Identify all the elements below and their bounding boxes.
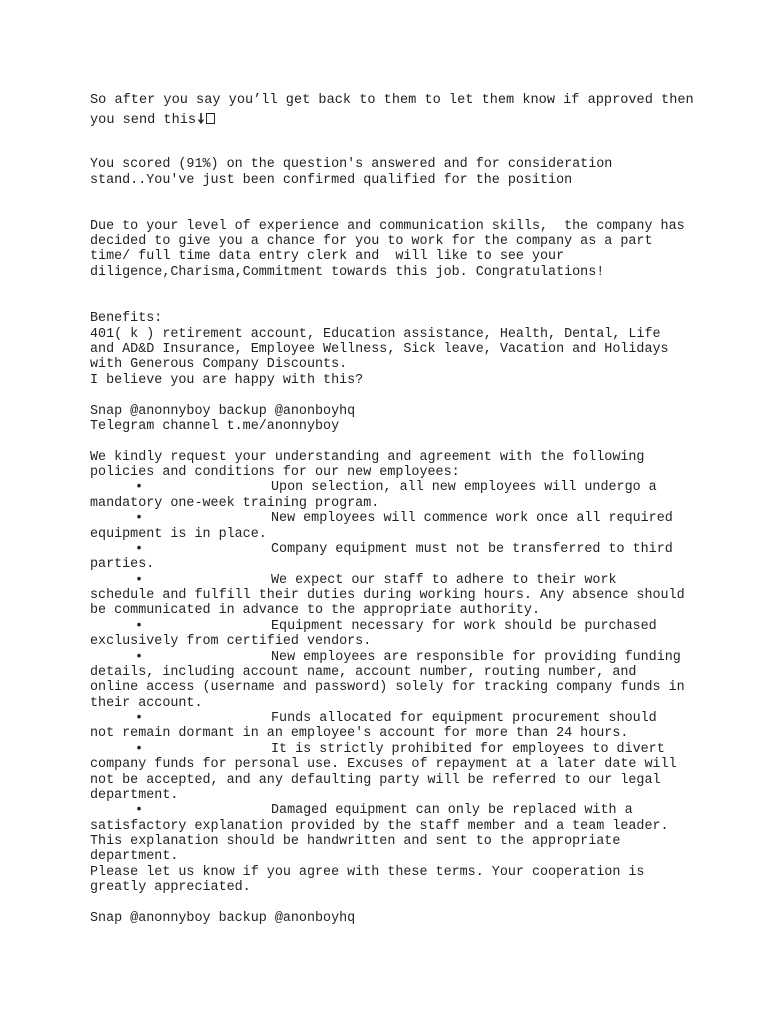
bullet-dot: • — [135, 711, 144, 726]
bullet-dot: • — [135, 742, 144, 757]
bullet-dot: • — [135, 480, 144, 495]
benefits-heading: Benefits: — [90, 311, 163, 326]
down-arrow-icon — [197, 113, 205, 124]
bullet-4-line-3: be communicated in advance to the appropriate authority. — [90, 603, 540, 618]
benefits-line-2: and AD&D Insurance, Employee Wellness, Sick leave, Vacation and Holidays — [90, 342, 669, 357]
decision-line-2: decided to give you a chance for you to work for the company as a part — [90, 234, 653, 249]
bullet-dot: • — [135, 650, 144, 665]
bullet-dot: • — [135, 573, 144, 588]
decision-line-3: time/ full time data entry clerk and will like to see your — [90, 249, 565, 264]
policy-intro-line-1: We kindly request your understanding and agreement with the following — [90, 450, 645, 465]
bullet-1-line-2: mandatory one-week training program. — [90, 496, 380, 511]
bullet-7-line-1: Funds allocated for equipment procurement should — [271, 711, 657, 726]
bullet-dot: • — [135, 803, 144, 818]
bullet-9-line-2: satisfactory explanation provided by the staff member and a team leader. — [90, 819, 669, 834]
bullet-9-line-3: This explanation should be handwritten and sent to the appropriate — [90, 834, 621, 849]
bullet-6-line-4: their account. — [90, 696, 203, 711]
bullet-9-line-1: Damaged equipment can only be replaced with a — [271, 803, 633, 818]
intro-line-1: So after you say you’ll get back to them to let them know if approved then — [90, 93, 694, 108]
bullet-6-line-1: New employees are responsible for providing funding — [271, 650, 681, 665]
score-line-2: stand..You've just been confirmed qualified for the position — [90, 173, 573, 188]
closing-line-1: Please let us know if you agree with these terms. Your cooperation is — [90, 865, 645, 880]
benefits-line-3: with Generous Company Discounts. — [90, 357, 348, 372]
contact-telegram-line: Telegram channel t.me/anonnyboy — [90, 419, 340, 434]
closing-line-2: greatly appreciated. — [90, 880, 251, 895]
decision-line-4: diligence,Charisma,Commitment towards this job. Congratulations! — [90, 265, 605, 280]
policy-intro-line-2: policies and conditions for our new employees: — [90, 465, 460, 480]
bullet-2-line-1: New employees will commence work once all required — [271, 511, 673, 526]
bullet-5-line-1: Equipment necessary for work should be purchased — [271, 619, 657, 634]
bullet-4-line-1: We expect our staff to adhere to their work — [271, 573, 617, 588]
bullet-4-line-2: schedule and fulfill their duties during working hours. Any absence should — [90, 588, 685, 603]
bullet-3-line-2: parties. — [90, 557, 155, 572]
bullet-5-line-2: exclusively from certified vendors. — [90, 634, 372, 649]
bullet-1-line-1: Upon selection, all new employees will undergo a — [271, 480, 657, 495]
bullet-6-line-2: details, including account name, account number, routing number, and — [90, 665, 637, 680]
bullet-6-line-3: online access (username and password) solely for tracking company funds in — [90, 680, 685, 695]
bullet-dot: • — [135, 511, 144, 526]
decision-line-1: Due to your level of experience and communication skills, the company has — [90, 219, 685, 234]
bullet-dot: • — [135, 542, 144, 557]
bullet-8-line-2: company funds for personal use. Excuses of repayment at a later date will — [90, 757, 677, 772]
missing-glyph-box-icon — [206, 113, 215, 124]
bullet-8-line-1: It is strictly prohibited for employees to divert — [271, 742, 665, 757]
intro-line-2 — [90, 113, 215, 128]
bullet-2-line-2: equipment is in place. — [90, 527, 267, 542]
benefits-question: I believe you are happy with this? — [90, 373, 364, 388]
bullet-3-line-1: Company equipment must not be transferred to third — [271, 542, 673, 557]
benefits-line-1: 401( k ) retirement account, Education assistance, Health, Dental, Life — [90, 327, 661, 342]
bullet-7-line-2: not remain dormant in an employee's account for more than 24 hours. — [90, 726, 629, 741]
bullet-8-line-3: not be accepted, and any defaulting party will be referred to our legal — [90, 773, 661, 788]
bullet-8-line-4: department. — [90, 788, 179, 803]
contact-snap-line-footer: Snap @anonnyboy backup @anonboyhq — [90, 911, 356, 926]
score-line-1: You scored (91%) on the question's answered and for consideration — [90, 157, 613, 172]
bullet-9-line-4: department. — [90, 849, 179, 864]
intro-line-2-text: you send this — [90, 113, 197, 128]
bullet-dot: • — [135, 619, 144, 634]
contact-snap-line: Snap @anonnyboy backup @anonboyhq — [90, 404, 356, 419]
